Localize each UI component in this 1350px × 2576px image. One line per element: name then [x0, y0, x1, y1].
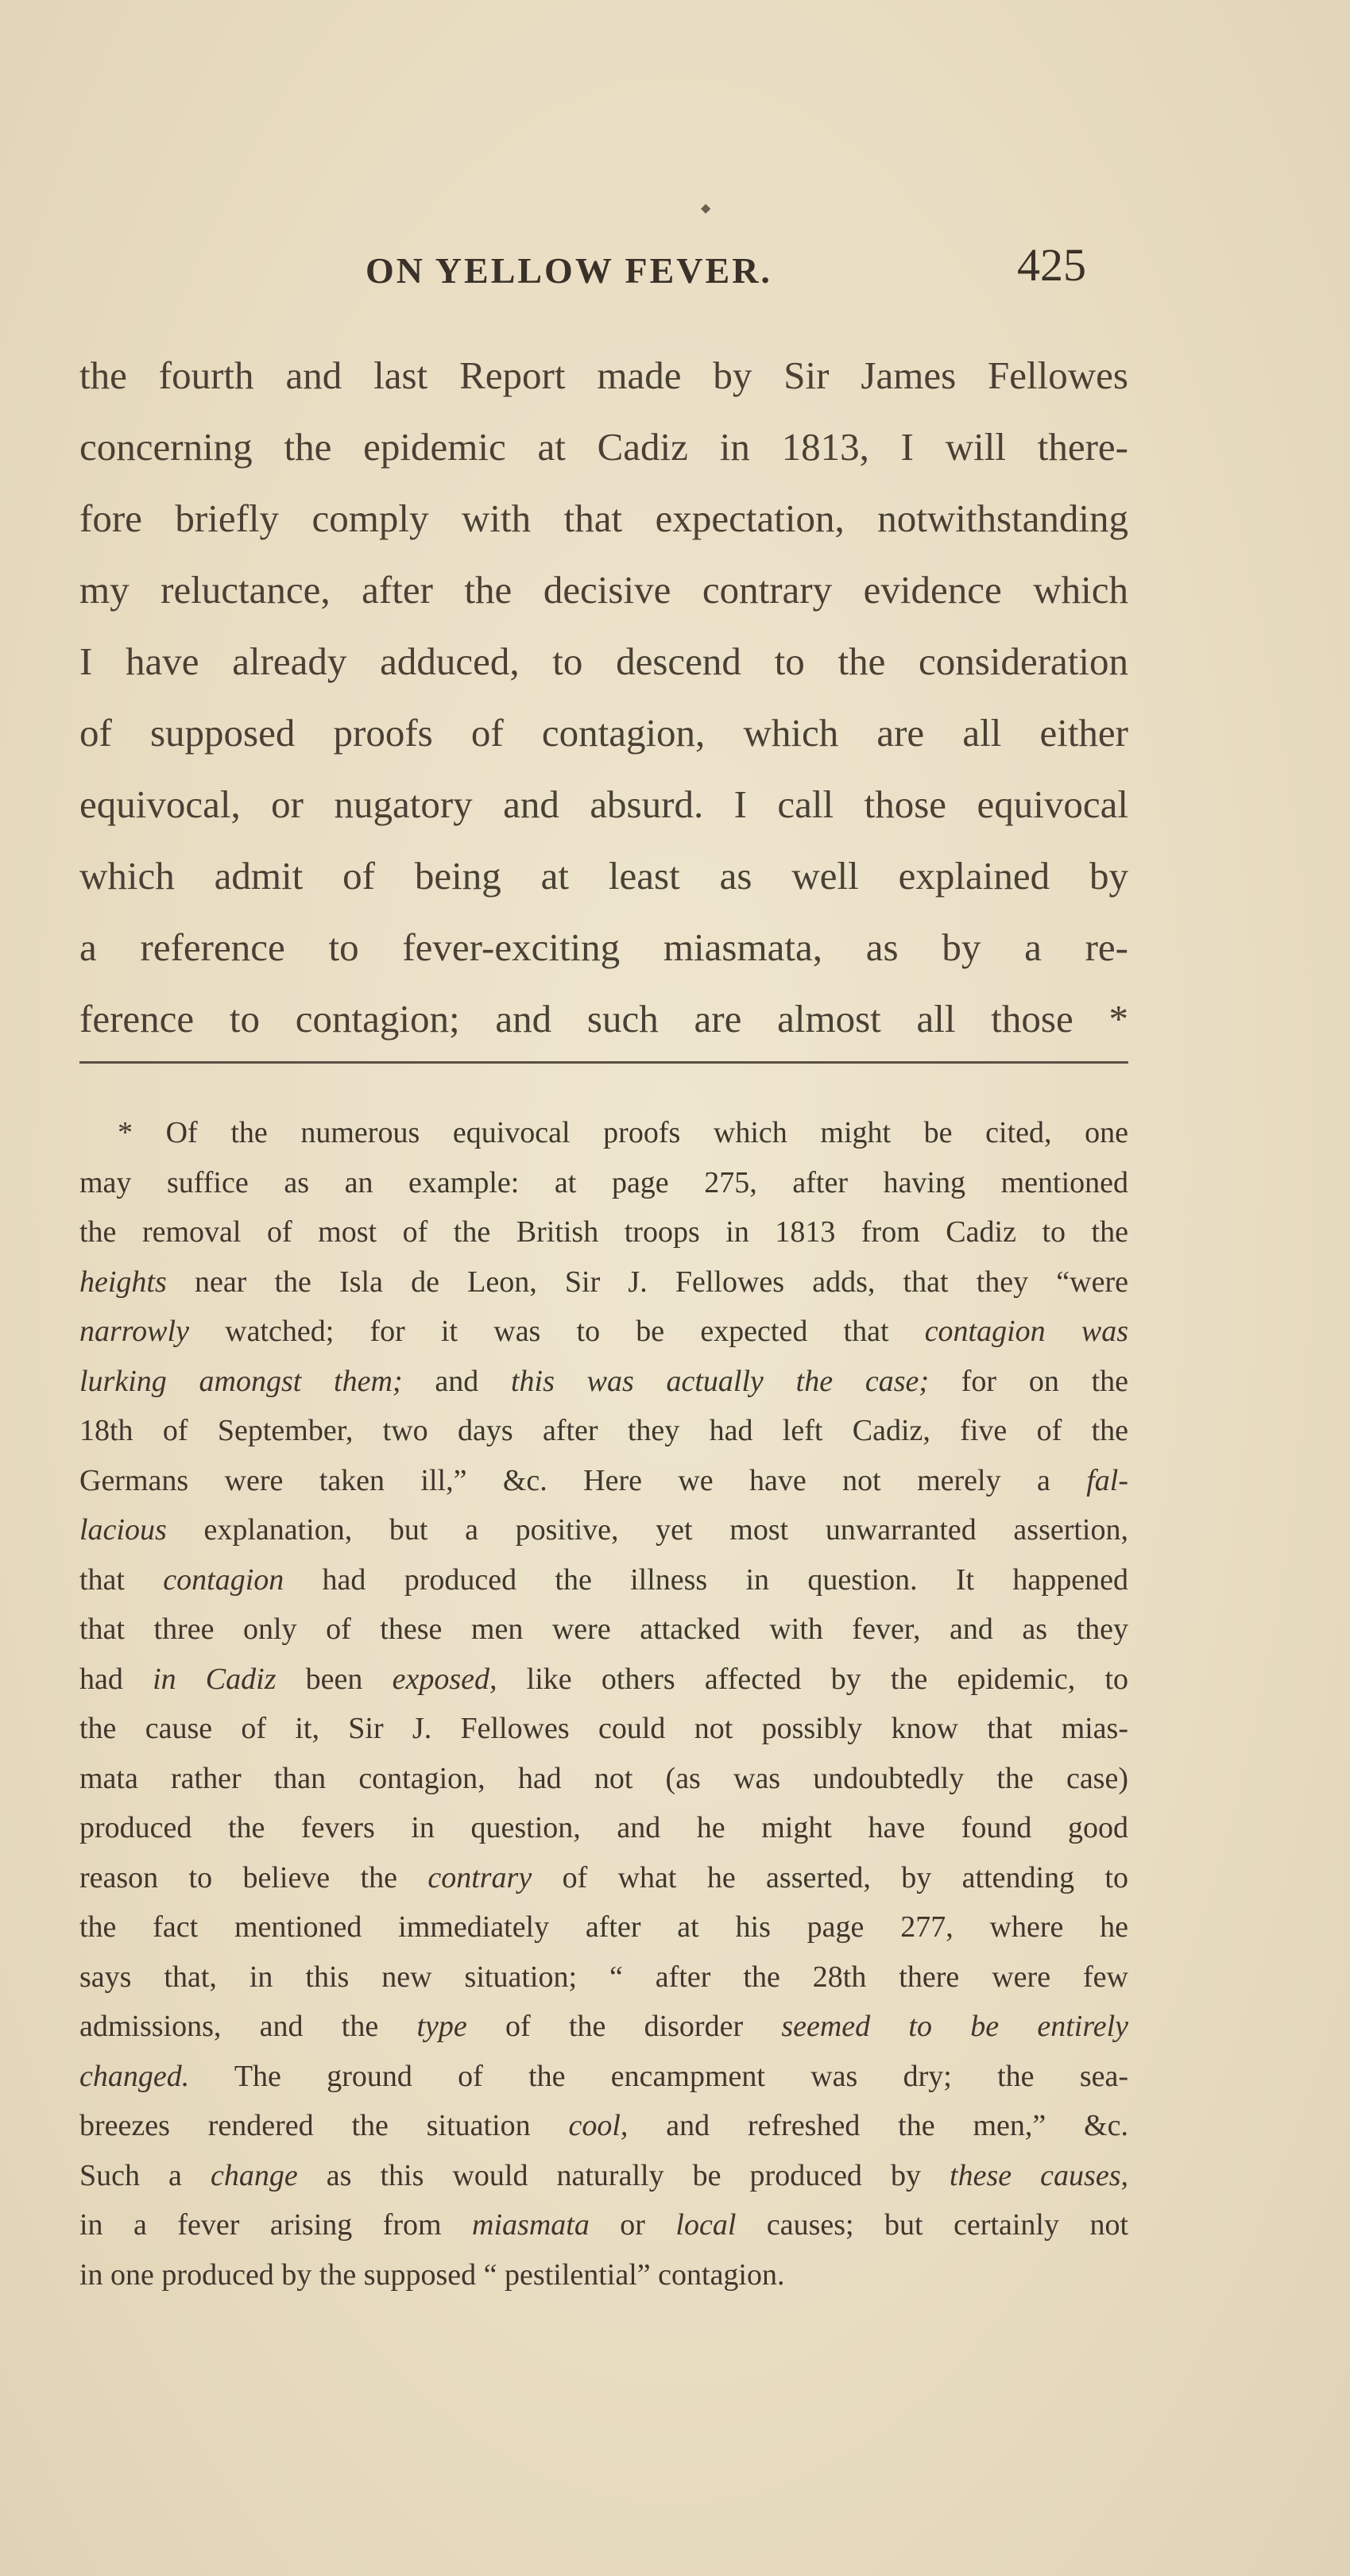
body-line: my reluctance, after the decisive contrary evidence which: [79, 568, 1128, 612]
footnote-run: the fact mentioned immediately after at his page 277, where he: [79, 1910, 1128, 1944]
footnote-run: like others affected by the epidemic, to: [497, 1662, 1129, 1696]
footnote-italic-run: cool,: [568, 2109, 629, 2142]
footnote-italic-run: contagion: [163, 1562, 284, 1597]
running-title: ON YELLOW FEVER.: [366, 250, 772, 291]
footnote-line: [79, 1803, 1128, 1853]
footnote-run: says that, in this new situation; “ after the 28th there were few: [79, 1960, 1128, 1994]
footnote-line: [79, 1357, 1128, 1407]
footnote-run: The ground of the encampment was dry; the sea-: [189, 2059, 1128, 2093]
body-line: ference to contagion; and such are almost all those *: [79, 997, 1128, 1041]
footnote-run: explanation, but a positive, yet most unwarranted assertion,: [166, 1513, 1128, 1547]
footnote-italic-run: lurking amongst them;: [79, 1364, 403, 1398]
footnote-line: [79, 1406, 1128, 1456]
footnote-run: * Of the numerous equivocal proofs which might be cited, one: [118, 1116, 1128, 1149]
footnote-run: reason to believe the: [79, 1860, 428, 1894]
footnote-italic-run: local: [675, 2208, 737, 2242]
footnote-italic-run: lacious: [79, 1513, 167, 1547]
footnote-line: [79, 2200, 1128, 2250]
footnote-line: [79, 2151, 1128, 2201]
footnote-italic-run: change: [210, 2158, 298, 2192]
footnote-run: that: [79, 1562, 164, 1597]
footnote-run: may suffice as an example: at page 275, after having mentioned: [79, 1165, 1128, 1199]
footnote-line: [79, 1108, 1128, 1158]
footnote-italic-run: miasmata: [472, 2208, 590, 2242]
footnote-line: [79, 1456, 1128, 1506]
footnote-line: [79, 1902, 1128, 1952]
body-line: concerning the epidemic at Cadiz in 1813, I will there-: [79, 425, 1128, 469]
body-line: the fourth and last Report made by Sir James Fellowes: [79, 353, 1128, 397]
footnote-run: watched; for it was to be expected that: [188, 1315, 925, 1348]
footnote-run: been: [276, 1662, 393, 1696]
footnote-line: [79, 1704, 1128, 1754]
body-line: fore briefly comply with that expectation, notwithstanding: [79, 496, 1128, 540]
footnote-line: [79, 2002, 1128, 2052]
footnote-italic-run: exposed,: [392, 1662, 497, 1696]
body-line: equivocal, or nugatory and absurd. I call those equivocal: [79, 782, 1128, 826]
footnote-run: the cause of it, Sir J. Fellowes could not possibly know that mias-: [79, 1712, 1128, 1745]
printer-ornament-mark: ◆: [701, 202, 711, 215]
footnote-line: [79, 1754, 1128, 1804]
footnote-line: [79, 2052, 1128, 2102]
footnote-run: or: [589, 2208, 676, 2242]
footnote-italic-run: in Cadiz: [153, 1662, 277, 1696]
footnote-run: Such a: [79, 2158, 211, 2192]
footnote-italic-run: fal-: [1086, 1463, 1128, 1497]
footnote-line: [79, 1307, 1128, 1357]
page-number: 425: [1017, 239, 1086, 291]
body-line: I have already adduced, to descend to the consideration: [79, 639, 1128, 683]
footnote-italic-run: this was actually the case;: [510, 1364, 930, 1398]
body-line: a reference to fever-exciting miasmata, as by a re-: [79, 925, 1128, 969]
footnote-run: causes; but certainly not: [736, 2208, 1129, 2242]
footnote-line: [79, 1605, 1128, 1655]
footnote-run: in a fever arising from: [79, 2208, 473, 2242]
body-line: which admit of being at least as well explained by: [79, 854, 1128, 898]
footnote-run: had: [79, 1662, 153, 1696]
footnote-run: Germans were taken ill,” &c. Here we have not merely a: [79, 1463, 1087, 1497]
footnote-line: [79, 1207, 1128, 1257]
footnote-run: and: [402, 1364, 511, 1398]
footnote-run: the removal of most of the British troops in 1813 from Cadiz to the: [79, 1215, 1128, 1249]
page-header: [0, 238, 1350, 310]
footnote-run: of what he asserted, by attending to: [532, 1860, 1128, 1894]
footnote-run: breezes rendered the situation: [79, 2109, 569, 2142]
footnote-line: [79, 1853, 1128, 1903]
footnote-run: near the Isla de Leon, Sir J. Fellowes adds, that they “were: [166, 1265, 1128, 1299]
footnote-run: had produced the illness in question. It happened: [284, 1562, 1129, 1597]
main-text-block: [79, 340, 1128, 1055]
footnote-italic-run: seemed to be entirely: [781, 2010, 1128, 2043]
footnote-run: 18th of September, two days after they had left Cadiz, five of the: [79, 1414, 1128, 1447]
footnote-line: [79, 1158, 1128, 1208]
footnote-run: in one produced by the supposed “ pestilential” contagion.: [79, 2257, 785, 2292]
footnote-separator-rule: [79, 1061, 1128, 1064]
footnote-italic-run: contrary: [427, 1860, 532, 1894]
footnote-block: [79, 1108, 1128, 2300]
footnote-run: of the disorder: [466, 2010, 782, 2043]
footnote-run: as this would naturally be produced by: [297, 2158, 950, 2192]
footnote-line: [79, 2250, 1128, 2300]
footnote-line: [79, 1257, 1128, 1307]
footnote-run: admissions, and the: [79, 2010, 417, 2043]
footnote-run: and refreshed the men,” &c.: [628, 2109, 1129, 2142]
footnote-run: produced the fevers in question, and he might have found good: [79, 1811, 1128, 1844]
footnote-run: for on the: [929, 1364, 1129, 1398]
footnote-line: [79, 1952, 1128, 2002]
footnote-run: that three only of these men were attacked with fever, and as they: [79, 1612, 1128, 1646]
footnote-line: [79, 1655, 1128, 1705]
body-line: of supposed proofs of contagion, which are all either: [79, 711, 1128, 755]
footnote-italic-run: contagion was: [924, 1315, 1128, 1348]
footnote-italic-run: type: [416, 2010, 467, 2043]
footnote-italic-run: these causes,: [950, 2158, 1128, 2192]
footnote-italic-run: narrowly: [79, 1315, 189, 1348]
footnote-run: mata rather than contagion, had not (as was undoubtedly the case): [79, 1761, 1128, 1795]
footnote-italic-run: changed.: [79, 2059, 190, 2093]
footnote-line: [79, 1555, 1128, 1605]
footnote-line: [79, 1505, 1128, 1555]
footnote-line: [79, 2101, 1128, 2151]
footnote-italic-run: heights: [79, 1265, 167, 1299]
